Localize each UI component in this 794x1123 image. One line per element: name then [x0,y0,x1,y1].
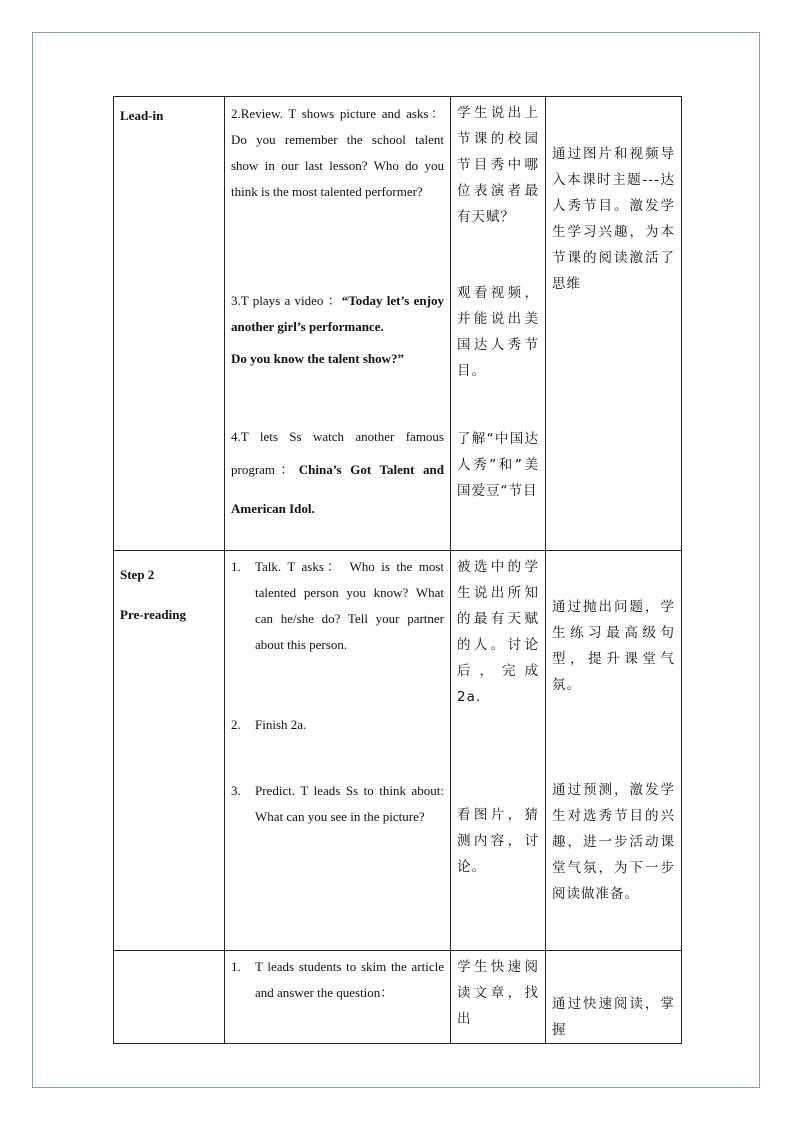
list-number: 2. [231,717,241,732]
student-cell [451,97,546,551]
design-purpose: 通过快速阅读，掌握 [552,996,675,1038]
stage-cell [114,951,225,1044]
list-item [231,554,444,658]
table-row [114,551,682,951]
activity-cell [225,951,451,1044]
purpose-cell [546,97,682,551]
table-row [114,951,682,1044]
list-number: 3. [231,783,241,798]
table-row [114,97,682,551]
student-activity: 被选中的学生说出所知的最有天赋的人。讨论后，完成 2a. [457,559,539,705]
list-item [231,954,444,1006]
stage-label: Step 2 [120,567,155,582]
list-number: 1. [231,559,241,574]
activity-text: Finish 2a. [255,717,307,732]
activity-program: China’s Got Talent and American Idol. [231,462,445,516]
lesson-plan-table [113,96,682,1044]
student-cell [451,951,546,1044]
student-activity: 学生说出上节课的校园节目秀中哪位表演者最有天赋？ [457,105,539,225]
activity-cell [225,97,451,551]
activity-quote: “Today let’s enjoy another girl’s performance. [231,293,444,334]
list-number: 1. [231,959,241,974]
student-activity: 观看视频，并能说出美国达人秀节目。 [457,285,539,379]
purpose-cell [546,551,682,951]
list-item [231,712,444,738]
purpose-cell [546,951,682,1044]
activity-text: 4.T lets Ss watch another famous program： [231,429,444,477]
student-cell [451,551,546,951]
activity-list [231,954,444,1006]
activity-quote: Do you know the talent show?” [231,351,404,366]
activity-item [231,424,444,528]
student-activity: 了解“中国达人秀”和”美国爱豆“节目 [457,431,539,499]
stage-label: Lead-in [120,108,164,123]
activity-text: Predict. T leads Ss to think about: What can you see in the picture? [255,783,444,824]
activity-text: 3.T plays a video ： [231,293,342,308]
student-activity: 看图片，猜测内容，讨论。 [457,807,539,875]
student-activity: 学生快速阅读文章，找出 [457,959,539,1027]
activity-item [231,288,444,372]
design-purpose: 通过抛出问题，学生练习最高级句型，提升课堂气氛。 [552,599,675,693]
design-purpose: 通过预测，激发学生对选秀节目的兴趣，进一步活动课堂气氛，为下一步阅读做准备。 [552,782,675,902]
activity-text: T leads students to skim the article and answer the question： [255,959,444,1000]
stage-label: Pre-reading [120,607,186,622]
activity-text: Talk. T asks： Who is the most talented person you know? What can he/she do? Tell your partner about this person. [255,559,444,652]
activity-list [231,554,444,830]
activity-text: 2.Review. T shows picture and asks：Do you remember the school talent show in our last lesson? Who do you think is the most talented performer? [231,106,444,199]
stage-cell [114,551,225,951]
list-item [231,778,444,830]
stage-cell [114,97,225,551]
design-purpose: 通过图片和视频导入本课时主题---达人秀节目。激发学生学习兴趣，为本节课的阅读激活了思维 [552,146,675,292]
activity-cell [225,551,451,951]
